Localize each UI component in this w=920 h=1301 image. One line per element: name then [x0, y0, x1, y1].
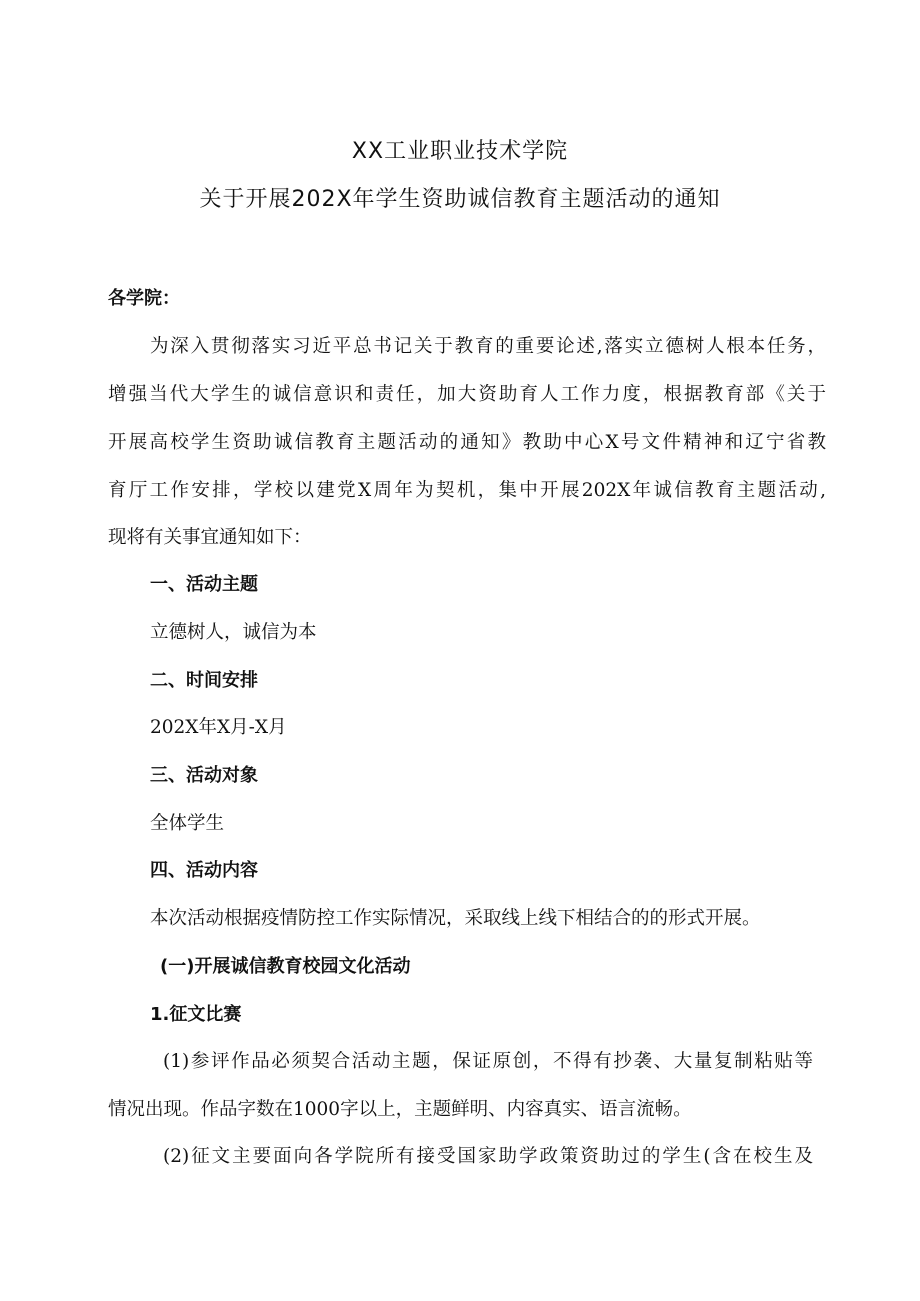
salutation: 各学院：: [108, 288, 180, 309]
section-text-schedule: 202X年X月-X月: [150, 717, 287, 738]
intro-line-5: 现将有关事宜通知如下：: [108, 527, 312, 548]
essay-rule-1-line-1: (1)参评作品必须契合活动主题，保证原创，不得有抄袭、大量复制粘贴等: [163, 1051, 813, 1072]
item-heading-essay-contest: 1.征文比赛: [150, 1004, 242, 1025]
section-heading-participants: 三、活动对象: [150, 765, 258, 786]
subsection-heading-campus-culture: (一)开展诚信教育校园文化活动: [160, 956, 411, 977]
intro-line-2: 增强当代大学生的诚信意识和责任，加大资助育人工作力度，根据教育部《关于: [108, 384, 826, 405]
section-text-theme: 立德树人，诚信为本: [150, 622, 317, 643]
intro-line-4: 育厅工作安排，学校以建党X周年为契机，集中开展202X年诚信教育主题活动,: [108, 480, 826, 501]
section-heading-schedule: 二、时间安排: [150, 670, 258, 691]
essay-rule-1-line-2: 情况出现。作品字数在1000字以上，主题鲜明、内容真实、语言流畅。: [108, 1099, 692, 1120]
section-heading-content: 四、活动内容: [150, 860, 258, 881]
document-title-notice: 关于开展202X年学生资助诚信教育主题活动的通知: [199, 187, 721, 212]
document-title-institution: XX工业职业技术学院: [351, 139, 569, 164]
section-heading-theme: 一、活动主题: [150, 574, 258, 595]
essay-rule-2-line-1: (2)征文主要面向各学院所有接受国家助学政策资助过的学生(含在校生及: [163, 1146, 813, 1167]
intro-line-3: 开展高校学生资助诚信教育主题活动的通知》教助中心X号文件精神和辽宁省教: [108, 432, 826, 453]
intro-line-1: 为深入贯彻落实习近平总书记关于教育的重要论述,落实立德树人根本任务，: [150, 336, 826, 357]
section-text-content: 本次活动根据疫情防控工作实际情况，采取线上线下相结合的的形式开展。: [150, 908, 761, 929]
section-text-participants: 全体学生: [150, 813, 225, 834]
